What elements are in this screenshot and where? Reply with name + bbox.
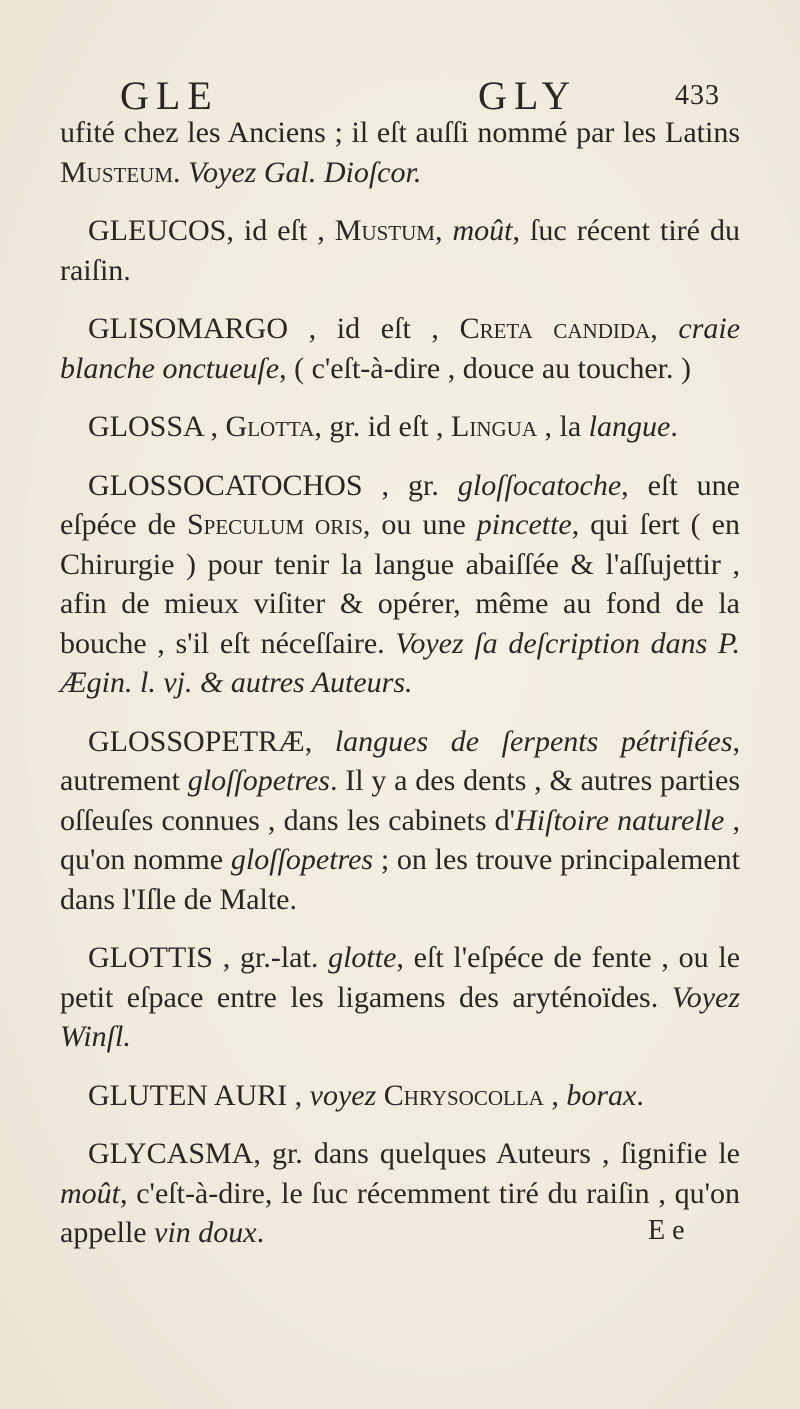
entry-text: voyez — [309, 1078, 377, 1112]
entry-headword: GLOSSOCATOCHOS — [88, 468, 363, 502]
entry-headword: GLOSSA — [88, 410, 204, 443]
entry-text: , qu'on nomme — [60, 803, 740, 876]
entry-text: ufité chez les Anciens ; il eſt auſſi nommé par les Latins — [60, 116, 740, 149]
entry-text: Mustum — [334, 214, 435, 247]
entry-text: glotte — [328, 941, 397, 974]
entry-text: Creta candida — [459, 312, 651, 345]
entry-text: langues de ſerpents pétrifiées — [334, 724, 733, 758]
entry-text: Voyez Winſl. — [60, 980, 740, 1053]
entry-text: . — [670, 410, 678, 443]
entry-text: langue — [588, 410, 671, 443]
entry-text: , eſt l'eſpéce de fente , ou le petit eſpace entre les ligamens des aryténoïdes. — [60, 941, 741, 1014]
entry-text: ; on les trouve principalement dans l'Iſle de Malte. — [60, 843, 741, 916]
entry-text: , ou une — [362, 508, 477, 541]
entry-continuation — [60, 113, 740, 192]
entry-text: pincette — [476, 508, 572, 541]
entry-text: vin doux — [154, 1216, 257, 1249]
dictionary-entry — [60, 1134, 740, 1253]
entry-text: . — [256, 1216, 265, 1249]
entry-text: Chrysocolla — [383, 1078, 544, 1112]
entry-text: gloſſopetres — [230, 843, 374, 876]
entry-text: moût — [452, 214, 513, 247]
entry-headword: GLUTEN AURI — [88, 1078, 288, 1112]
entry-text: , — [304, 724, 335, 758]
entry-headword: GLEUCOS — [88, 214, 227, 247]
entry-text: Voyez ſa deſcription dans P. Ægin. l. vj. & autres Auteurs. — [60, 626, 740, 699]
entry-text: , ſuc récent tiré du raiſin. — [60, 214, 741, 287]
entry-text: Musteum — [60, 155, 174, 189]
entry-text: , gr. dans quelques Auteurs , ſignifie le — [253, 1137, 740, 1170]
header-left-word: GLE — [120, 73, 219, 118]
entry-text: Hiſtoire naturelle — [515, 803, 725, 837]
entry-text: , id eſt , — [288, 312, 460, 345]
entry-text: moût — [60, 1176, 120, 1210]
entry-text: . — [636, 1078, 644, 1112]
entry-text: , c'eſt-à-dire, le ſuc récemment tiré du raiſin , qu'on appelle — [60, 1176, 740, 1249]
entry-text: , id eſt , — [226, 214, 335, 247]
entry-text: Speculum oris — [186, 508, 363, 541]
entry-text: gloſſocatoche — [457, 468, 622, 502]
dictionary-entry — [60, 1076, 740, 1116]
entry-text: , — [203, 410, 226, 443]
dictionary-entry — [60, 407, 740, 447]
entry-text: , la — [537, 410, 589, 443]
entry-text: , eſt une eſpéce de — [60, 468, 740, 541]
entry-headword: GLISOMARGO — [88, 312, 289, 345]
entry-text: , — [287, 1078, 310, 1112]
entries-body — [60, 113, 740, 1253]
entry-text: , qui ſert ( en Chirurgie ) pour tenir la langue abaiſſée & l'aſſujettir , afin de mieux viſiter & opérer, même au fond de la bouche , s'il eſt néceſſaire. — [60, 508, 740, 660]
dictionary-entry — [60, 722, 740, 920]
entry-text: Glotta — [225, 410, 315, 443]
page-number: 433 — [675, 80, 720, 111]
entry-text: , autrement — [60, 724, 740, 797]
entry-text — [376, 1079, 384, 1112]
entry-text: craie blanche onctueuſe — [60, 312, 741, 385]
entry-text: , gr. — [362, 468, 458, 502]
entry-headword: GLOTTIS — [88, 941, 213, 974]
entry-text: , ( c'eſt-à-dire , douce au toucher. ) — [279, 351, 691, 385]
dictionary-entry — [60, 466, 740, 703]
entry-text: borax — [566, 1078, 637, 1112]
entry-text: , gr.-lat. — [212, 941, 329, 974]
dictionary-entry — [60, 938, 740, 1057]
dictionary-entry — [60, 309, 740, 388]
entry-headword: GLOSSOPETRÆ — [88, 724, 305, 758]
entry-text: Lingua — [451, 410, 537, 443]
entry-text: Voyez Gal. Dioſcor. — [188, 155, 422, 189]
entry-text: . Il y a des dents , & autres parties oſſeuſes connues , dans les cabinets d' — [60, 764, 741, 837]
entry-text: , gr. id eſt , — [314, 410, 452, 443]
entry-text: , — [650, 312, 679, 345]
entry-headword: GLYCASMA — [88, 1137, 254, 1170]
catchword: E e — [648, 1215, 685, 1246]
entry-text: , — [543, 1078, 567, 1112]
header-center-word: GLY — [478, 73, 578, 118]
entry-text: , — [434, 214, 453, 247]
dictionary-entry — [60, 211, 740, 290]
entry-text: . — [173, 155, 189, 189]
entry-text: gloſſopetres — [187, 764, 330, 797]
